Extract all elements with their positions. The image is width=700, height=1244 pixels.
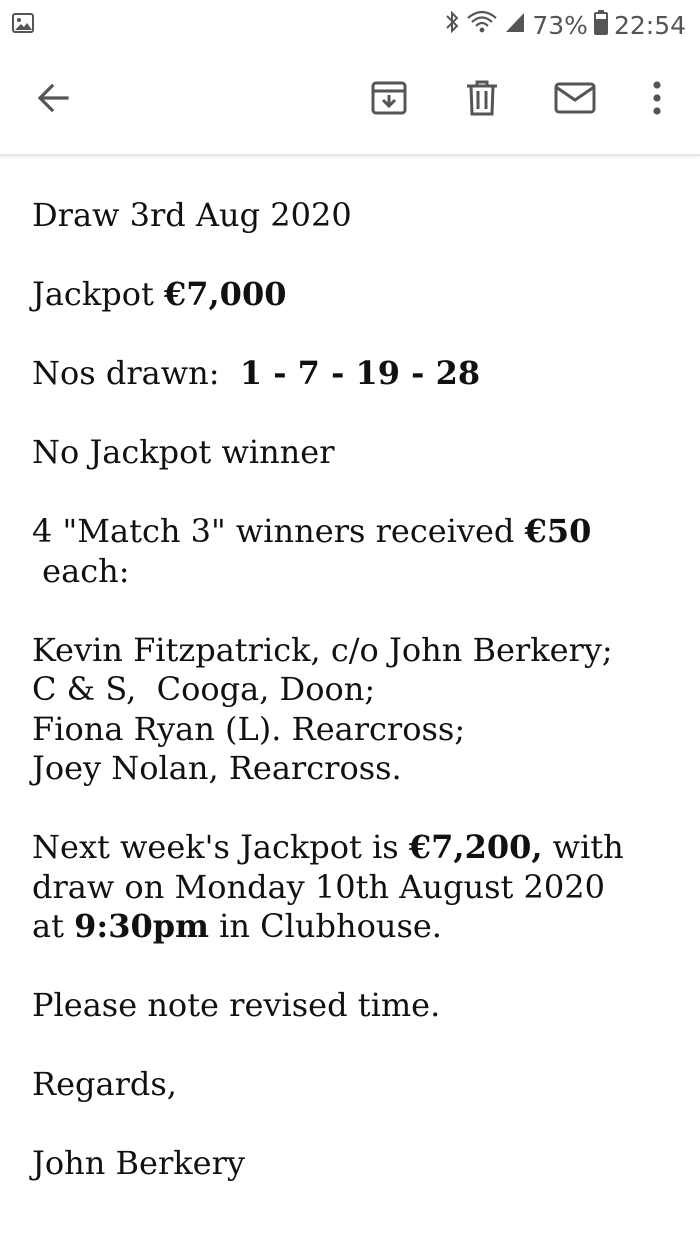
mark-unread-icon [554, 81, 596, 119]
next-draw-date-line: draw on Monday 10th August 2020 [32, 867, 605, 906]
jackpot-amount: €7,000 [164, 275, 287, 313]
no-winner-line: No Jackpot winner [32, 433, 335, 471]
email-toolbar [0, 50, 700, 156]
wifi-icon [466, 9, 498, 41]
status-bar [0, 0, 700, 50]
archive-icon [370, 79, 408, 121]
next-draw-time: 9:30pm [74, 907, 209, 945]
back-arrow-icon [35, 80, 71, 120]
draw-date-line: Draw 3rd Aug 2020 [32, 196, 352, 234]
back-button[interactable] [31, 78, 75, 122]
delete-icon [464, 79, 500, 121]
winner-item: Fiona Ryan (L). Rearcross; [32, 709, 466, 748]
more-options-icon [651, 80, 663, 120]
match3-amount: €50 [524, 512, 592, 550]
regards-line: Regards, [32, 1065, 177, 1103]
archive-button[interactable] [367, 78, 411, 122]
numbers-drawn-line: Nos drawn: 1 - 7 - 19 - 28 [32, 354, 481, 392]
next-jackpot-line: Next week's Jackpot is €7,200, with [32, 828, 624, 866]
match3-line: 4 "Match 3" winners received €50 each: [32, 512, 592, 590]
more-options-button[interactable] [635, 78, 679, 122]
winner-item: Kevin Fitzpatrick, c/o John Berkery; [32, 630, 613, 669]
next-jackpot-amount: €7,200, [408, 828, 543, 866]
jackpot-line: Jackpot €7,000 [32, 275, 287, 313]
note-line: Please note revised time. [32, 986, 441, 1024]
battery-percentage: 73% [532, 10, 588, 40]
clock: 22:54 [613, 10, 686, 40]
delete-button[interactable] [460, 78, 504, 122]
gallery-notification-icon [12, 13, 34, 33]
winner-item: C & S, Cooga, Doon; [32, 670, 376, 708]
winner-item: Joey Nolan, Rearcross. [32, 749, 402, 787]
bluetooth-icon [444, 9, 460, 41]
next-draw-time-line: at 9:30pm in Clubhouse. [32, 907, 442, 945]
battery-icon [594, 9, 608, 41]
mark-unread-button[interactable] [553, 78, 597, 122]
signal-icon [504, 10, 526, 40]
numbers-drawn: 1 - 7 - 19 - 28 [239, 354, 481, 392]
signature-line: John Berkery [32, 1144, 245, 1182]
email-body [32, 196, 682, 1184]
